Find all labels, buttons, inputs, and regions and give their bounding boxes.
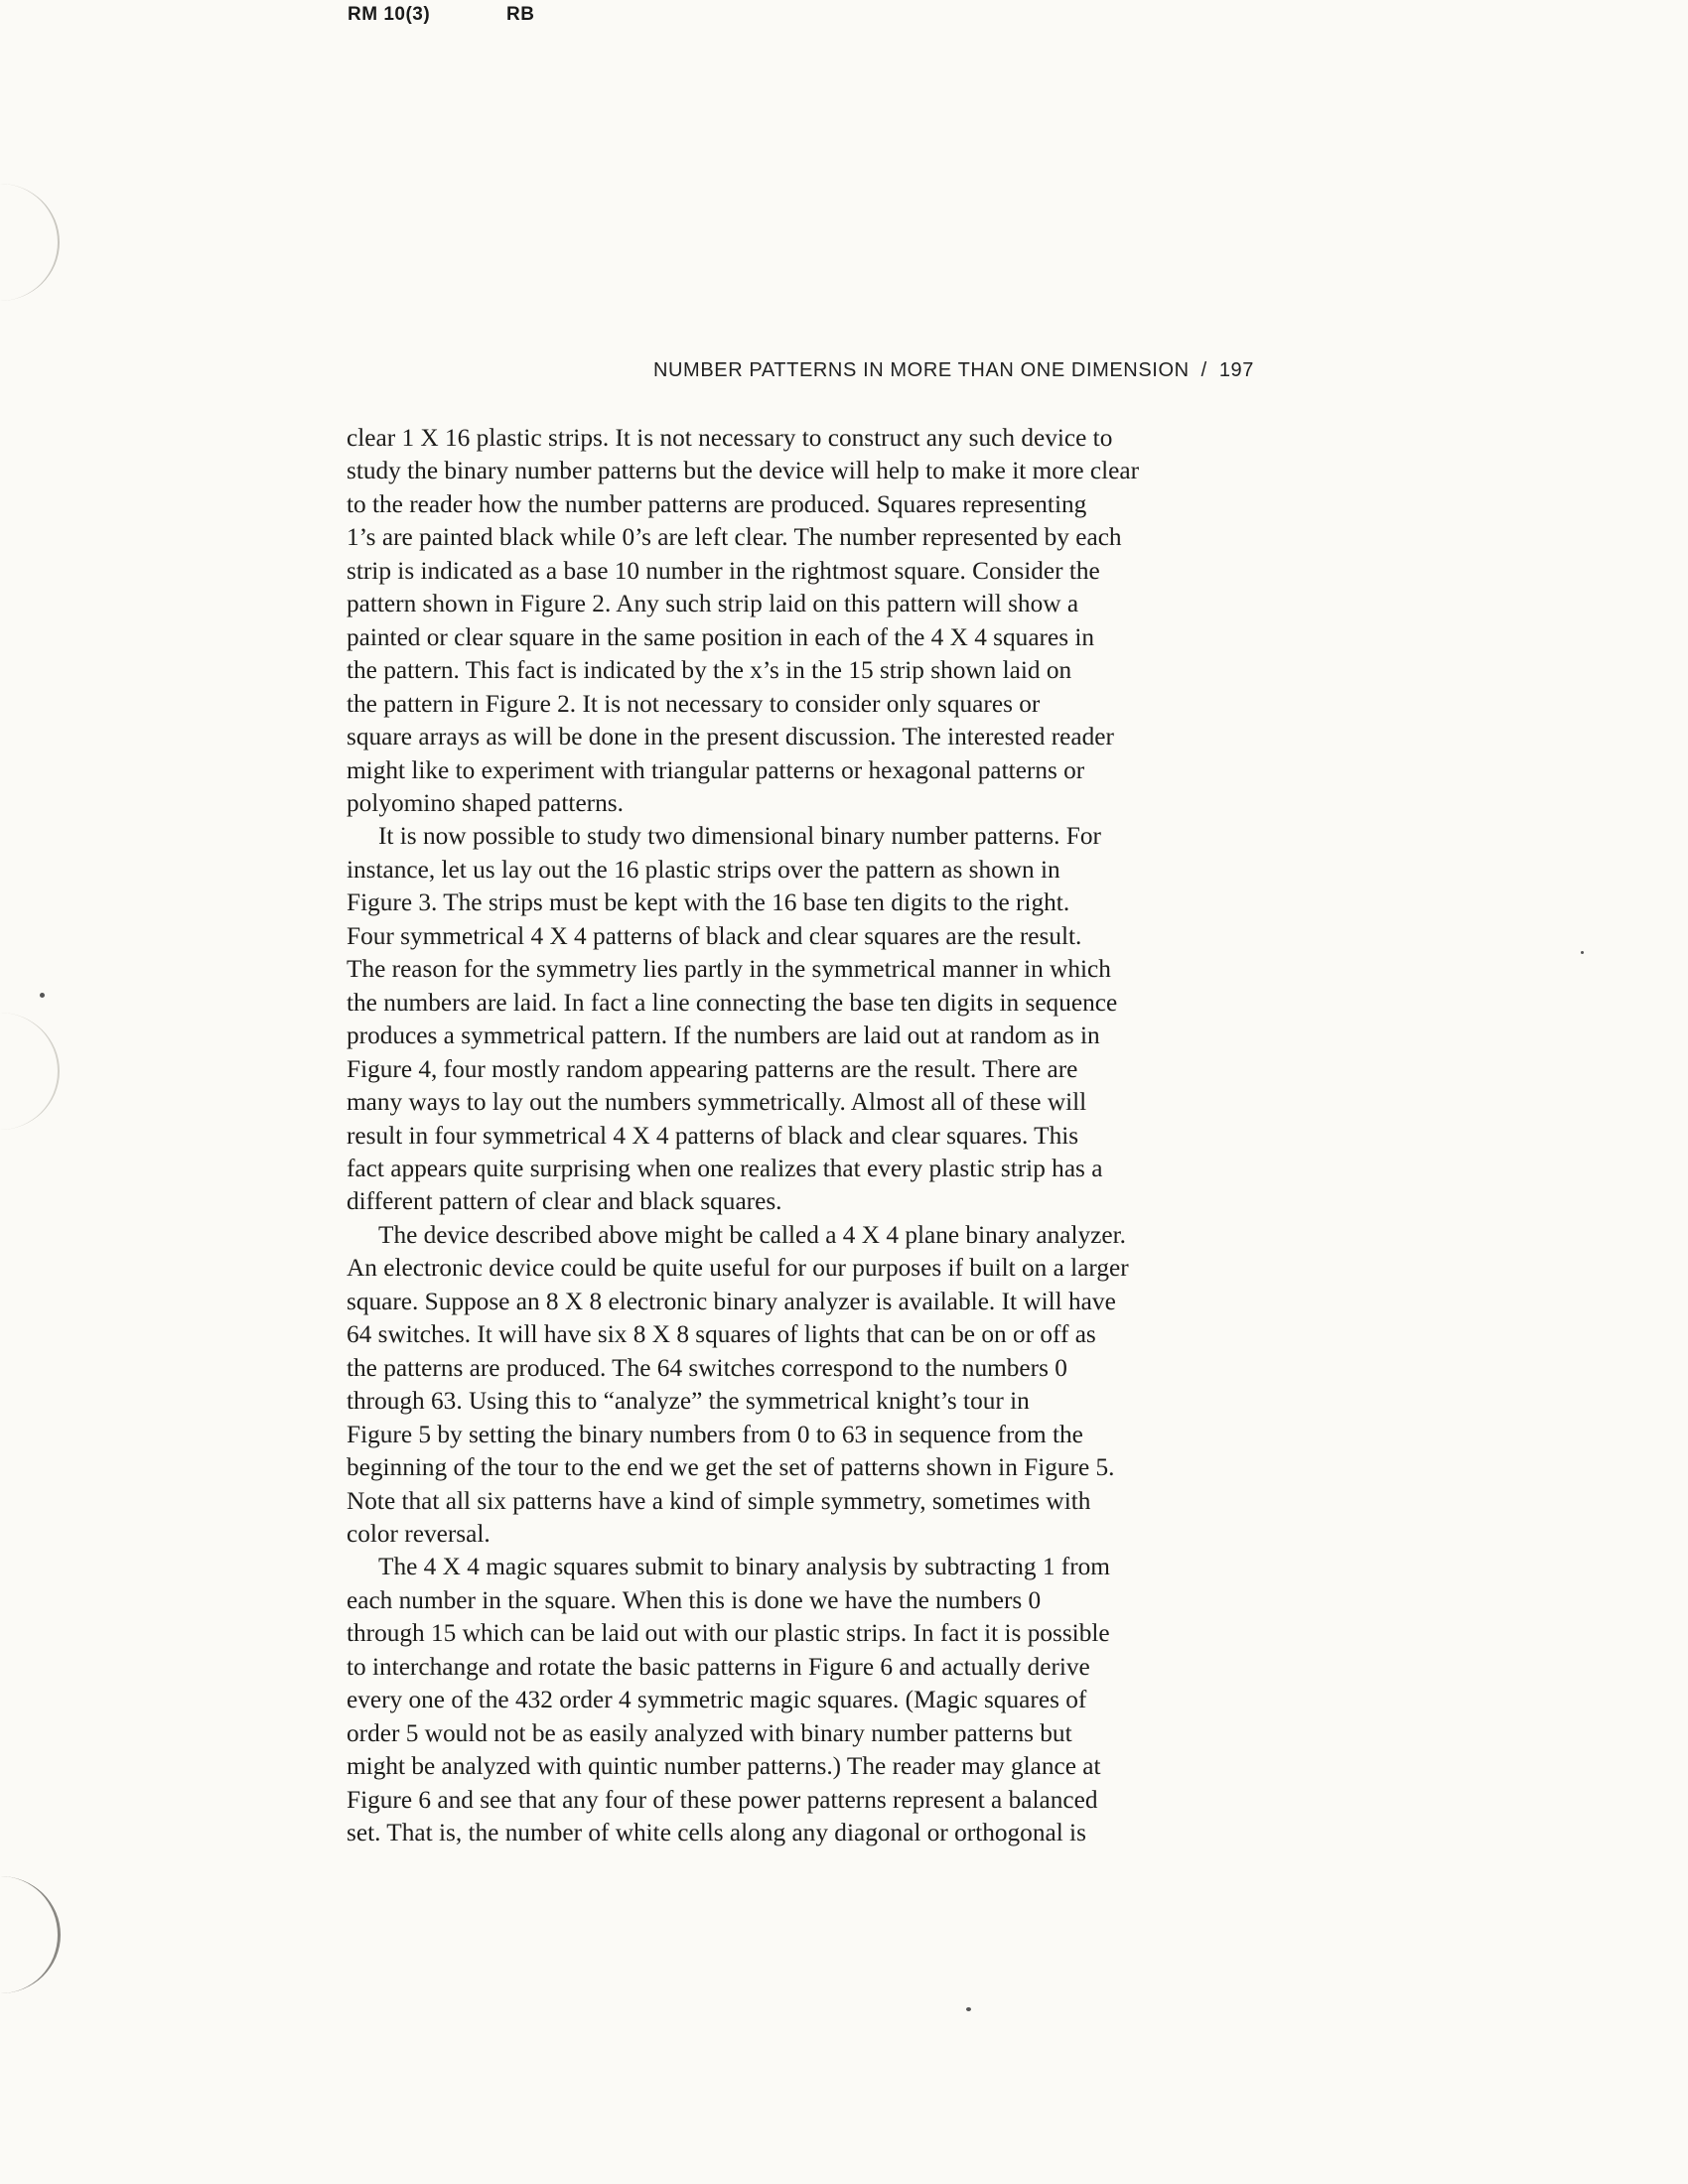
paragraph-1 — [347, 422, 1254, 820]
text-line: the pattern in Figure 2. It is not necessary to consider only squares or — [347, 689, 1041, 718]
paragraph-3 — [347, 1219, 1254, 1552]
text-line: instance, let us lay out the 16 plastic strips over the pattern as shown in — [347, 855, 1060, 884]
text-line: study the binary number patterns but the device will help to make it more clear — [347, 457, 1140, 485]
text-line: produces a symmetrical pattern. If the numbers are laid out at random as in — [347, 1022, 1100, 1050]
text-line: Four symmetrical 4 X 4 patterns of black and clear squares are the result. — [347, 921, 1082, 950]
text-line: to interchange and rotate the basic patterns in Figure 6 and actually derive — [347, 1652, 1090, 1681]
punch-hole-top — [0, 184, 60, 301]
running-head-separator: / — [1200, 359, 1207, 381]
text-line: each number in the square. When this is done we have the numbers 0 — [347, 1585, 1042, 1614]
text-line: square arrays as will be done in the present discussion. The interested reader — [347, 723, 1114, 751]
text-line: through 63. Using this to “analyze” the symmetrical knight’s tour in — [347, 1387, 1030, 1416]
text-line: to the reader how the number patterns are produced. Squares representing — [347, 489, 1087, 518]
text-line: Figure 5 by setting the binary numbers from 0 to 63 in sequence from the — [347, 1420, 1083, 1448]
text-line: 64 switches. It will have six 8 X 8 squares of lights that can be on or off as — [347, 1320, 1096, 1349]
text-line: set. That is, the number of white cells along any diagonal or orthogonal is — [347, 1819, 1086, 1847]
scan-speck — [1581, 951, 1584, 954]
text-line: Figure 6 and see that any four of these power patterns represent a balanced — [347, 1785, 1098, 1814]
text-line: Note that all six patterns have a kind of simple symmetry, sometimes with — [347, 1486, 1091, 1515]
text-line: fact appears quite surprising when one realizes that every plastic strip has a — [347, 1154, 1103, 1182]
running-head-title: NUMBER PATTERNS IN MORE THAN ONE DIMENSION — [652, 359, 1190, 381]
text-line: might like to experiment with triangular patterns or hexagonal patterns or — [347, 755, 1085, 784]
text-line: Figure 3. The strips must be kept with the 16 base ten digits to the right. — [347, 888, 1070, 917]
text-line: The device described above might be called a 4 X 4 plane binary analyzer. — [378, 1220, 1126, 1249]
text-line: different pattern of clear and black squares. — [347, 1187, 782, 1216]
text-line: 1’s are painted black while 0’s are left clear. The number represented by each — [347, 523, 1122, 552]
punch-hole-bottom — [0, 1876, 61, 1993]
page-number: 197 — [1218, 359, 1254, 381]
text-line: through 15 which can be laid out with our plastic strips. In fact it is possible — [347, 1619, 1110, 1648]
text-line: the numbers are laid. In fact a line connecting the base ten digits in sequence — [347, 988, 1118, 1017]
body-text — [347, 422, 1254, 1849]
text-line: might be analyzed with quintic number patterns.) The reader may glance at — [347, 1752, 1101, 1781]
text-line: Figure 4, four mostly random appearing patterns are the result. There are — [347, 1054, 1078, 1083]
text-line: result in four symmetrical 4 X 4 patterns of black and clear squares. This — [347, 1121, 1079, 1150]
text-line: The 4 X 4 magic squares submit to binary analysis by subtracting 1 from — [378, 1553, 1110, 1581]
text-line: many ways to lay out the numbers symmetrically. Almost all of these will — [347, 1088, 1087, 1117]
text-line: the patterns are produced. The 64 switches correspond to the numbers 0 — [347, 1353, 1067, 1382]
text-line: It is now possible to study two dimensional binary number patterns. For — [378, 822, 1101, 851]
text-line: polyomino shaped patterns. — [347, 788, 624, 817]
punch-hole-middle — [0, 1013, 60, 1130]
text-line: order 5 would not be as easily analyzed with binary number patterns but — [347, 1718, 1072, 1747]
text-line: pattern shown in Figure 2. Any such strip laid on this pattern will show a — [347, 590, 1079, 618]
document-code: RM 10(3) — [348, 4, 431, 25]
scan-speck — [40, 993, 45, 998]
scan-speck — [966, 2007, 971, 2011]
text-line: the pattern. This fact is indicated by the x’s in the 15 strip shown laid on — [347, 656, 1072, 685]
text-line: every one of the 432 order 4 symmetric magic squares. (Magic squares of — [347, 1686, 1087, 1714]
paragraph-2 — [347, 820, 1254, 1218]
paragraph-4 — [347, 1551, 1254, 1849]
running-head — [347, 359, 1254, 382]
text-line: color reversal. — [347, 1519, 491, 1548]
text-line: An electronic device could be quite useful for our purposes if built on a larger — [347, 1254, 1129, 1283]
document-initials: RB — [506, 4, 535, 25]
text-line: beginning of the tour to the end we get the set of patterns shown in Figure 5. — [347, 1453, 1115, 1482]
text-line: The reason for the symmetry lies partly in the symmetrical manner in which — [347, 955, 1111, 984]
text-line: painted or clear square in the same position in each of the 4 X 4 squares in — [347, 622, 1095, 651]
text-line: clear 1 X 16 plastic strips. It is not necessary to construct any such device to — [347, 424, 1113, 452]
text-line: strip is indicated as a base 10 number in the rightmost square. Consider the — [347, 556, 1100, 585]
text-line: square. Suppose an 8 X 8 electronic binary analyzer is available. It will have — [347, 1287, 1116, 1315]
